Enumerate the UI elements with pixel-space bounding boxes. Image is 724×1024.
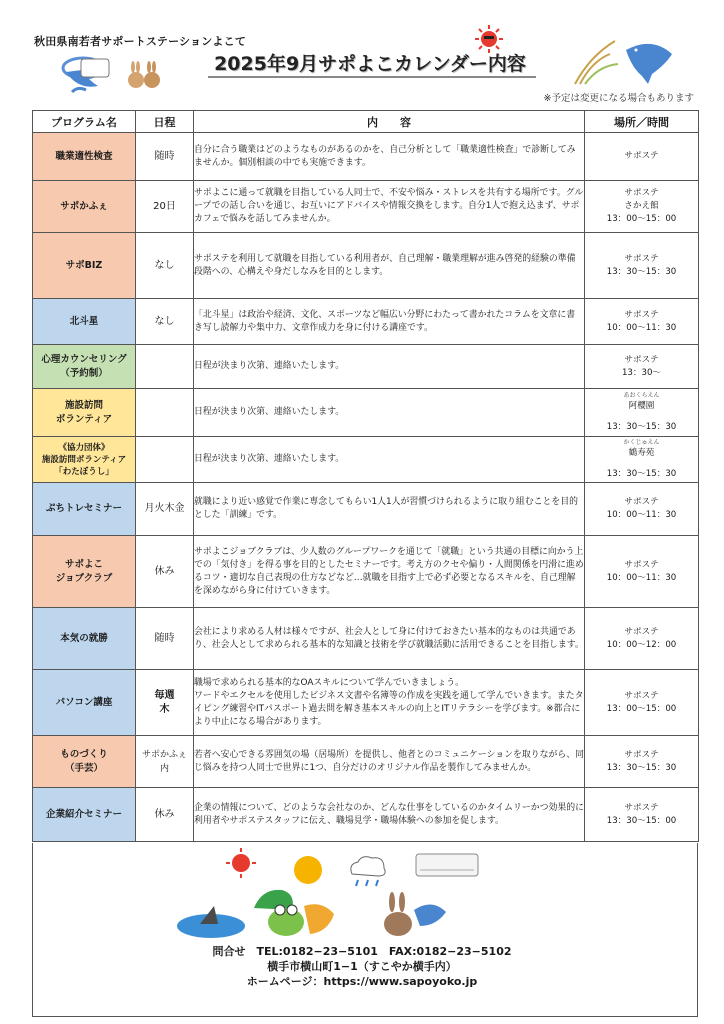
program-place-time — [585, 133, 699, 181]
contact-address: 横手市横山町1−1（すこやか横手内） — [267, 960, 457, 973]
program-description: サポよこに通って就職を目指している人同士で、不安や悩み・ストレスを共有する場所です。グループでの話し合いを通じ、お互いにアドバイスや情報交換をします。自分1人で抱え込まず、サポカフェで悩みを話してみませんか。 — [194, 181, 585, 233]
program-place-time — [585, 389, 699, 437]
program-place-time — [585, 736, 699, 788]
time: 10：00～12：00 — [606, 639, 677, 650]
program-place-time — [585, 437, 699, 483]
column-header-content: 内 容 — [194, 111, 585, 133]
program-place-time — [585, 299, 699, 345]
program-name: 職業適性検査 — [33, 133, 136, 181]
program-name: パソコン講座 — [33, 670, 136, 736]
program-calendar-table — [32, 110, 699, 842]
place: 鶴寿苑 — [628, 447, 655, 458]
place: サポステ — [624, 626, 659, 637]
program-description: サポよこジョブクラブは、少人数のグループワークを通じて「就職」という共通の目標に向かう上での「気付き」を得る事を目的としたセミナーです。考え方のクセや偏り・人間関係を円滑に進めるコツ・適切な自己表現の仕方などなど…就職を目指す上で必ず必要となるスキルを、自己理解を深めながら身に付けていきます。 — [194, 536, 585, 608]
table-row — [33, 536, 699, 608]
place: サポステ さかえ館 — [624, 188, 659, 211]
program-name: 《協力団体》 施設訪問ボランティア 「わたぼうし」 — [33, 437, 136, 483]
place: サポステ — [624, 802, 659, 813]
place: サポステ — [624, 151, 659, 161]
homepage-link[interactable]: ホームページ：https://www.sapoyoko.jp — [246, 975, 478, 988]
column-header-program: プログラム名 — [33, 111, 136, 133]
program-name: サポよこ ジョブクラブ — [33, 536, 136, 608]
table-row — [33, 736, 699, 788]
program-date: なし — [136, 233, 194, 299]
dolphin-right-icon — [622, 34, 680, 86]
program-date: 休み — [136, 788, 194, 842]
program-place-time — [585, 181, 699, 233]
time: 10：00～11：30 — [606, 322, 677, 333]
table-row — [33, 389, 699, 437]
place: サポステ — [624, 559, 659, 570]
page-title: 2025年9月サポよこカレンダー内容 — [214, 53, 526, 75]
program-place-time — [585, 345, 699, 389]
program-name: 北斗星 — [33, 299, 136, 345]
place-ruby: あおくらえん — [623, 391, 660, 399]
time: 13：30～15：30 — [606, 468, 677, 479]
program-date: 随時 — [136, 133, 194, 181]
program-name: サポかふぇ — [33, 181, 136, 233]
program-description: 日程が決まり次第、連絡いたします。 — [194, 437, 585, 483]
program-date: 毎週 木 — [136, 670, 194, 736]
column-header-date: 日程 — [136, 111, 194, 133]
table-row — [33, 788, 699, 842]
time: 13：30～ — [621, 367, 662, 378]
time: 13：30～15：30 — [606, 421, 677, 432]
program-description: 日程が決まり次第、連絡いたします。 — [194, 389, 585, 437]
program-name: 企業紹介セミナー — [33, 788, 136, 842]
title-underline — [208, 76, 536, 78]
place: サポステ — [624, 253, 659, 264]
rabbit-dolphin-icon — [380, 890, 450, 940]
time: 13：30～15：30 — [606, 762, 677, 773]
program-name: ぷちトレセミナー — [33, 483, 136, 536]
place: サポステ — [624, 690, 659, 701]
contact-phone-fax: 問合せ TEL:0182−23−5101 FAX:0182−23−5102 — [212, 945, 512, 958]
pampas-grass-icon — [570, 36, 620, 86]
sign-card-icon — [80, 58, 110, 80]
place: サポステ — [624, 497, 659, 507]
program-description: 自分に合う職業はどのようなものがあるのかを、自己分析として「職業適性検査」で診断してみませんか。個別相談の中でも実施できます。 — [194, 133, 585, 181]
table-row — [33, 233, 699, 299]
program-description: 「北斗星」は政治や経済、文化、スポーツなど幅広い分野にわたって書かれたコラムを文章に書き写し読解力や集中力、文章作成力を身に付ける講座です。 — [194, 299, 585, 345]
program-date: なし — [136, 299, 194, 345]
program-date: 休み — [136, 536, 194, 608]
change-notice: ※予定は変更になる場合もあります — [543, 93, 694, 104]
frog-icon — [252, 880, 342, 942]
sun-face-icon — [224, 846, 258, 880]
program-description: 職場で求められる基本的なOAスキルについて学んでいきましょう。 ワードやエクセルを使用したビジネス文書や名簿等の作成を実践を通して学んでいきます。またタイピング練習やITパスポート過去問を解き基本スキルの向上とITリテラシーを学びます。※都合により中止になる場合があります。 — [194, 670, 585, 736]
program-date: 随時 — [136, 608, 194, 670]
organization-name: 秋田県南若者サポートステーションよこて — [34, 35, 247, 48]
time: 13：30～15：00 — [606, 815, 677, 826]
program-date — [136, 389, 194, 437]
program-place-time — [585, 536, 699, 608]
table-row — [33, 437, 699, 483]
column-header-place-time: 場所／時間 — [585, 111, 699, 133]
place: サポステ — [624, 309, 659, 320]
table-row — [33, 299, 699, 345]
program-date: 20日 — [136, 181, 194, 233]
program-description: サポステを利用して就職を目指している利用者が、自己理解・職業理解が進み啓発的経験の準備段階への、心構えや身だしなみを目的とします。 — [194, 233, 585, 299]
table-row — [33, 345, 699, 389]
program-name: 施設訪問 ボランティア — [33, 389, 136, 437]
program-description: 若者へ安心できる雰囲気の場（居場所）を提供し、他者とのコミュニケーションを取りながら、同じ悩みを持つ人同士で世界に1つ、自分だけのオリジナル作品を製作してみませんか。 — [194, 736, 585, 788]
time: 13：00～15：00 — [606, 214, 677, 224]
place: 阿櫻園 — [628, 400, 655, 411]
time: 13：00～15：00 — [606, 703, 677, 714]
rabbits-icon — [124, 60, 164, 90]
program-name: 心理カウンセリング （予約制） — [33, 345, 136, 389]
shark-fin-icon — [174, 900, 248, 940]
program-date: サポかふぇ 内 — [136, 736, 194, 788]
program-description: 就職により近い感覚で作業に専念してもらい1人1人が習慣づけられるように取り組むことを目的とした「訓練」です。 — [194, 483, 585, 536]
program-place-time — [585, 670, 699, 736]
place-ruby: かくじゅえん — [623, 438, 660, 446]
program-place-time — [585, 233, 699, 299]
place: サポステ — [624, 354, 659, 365]
program-date: 月火木金 — [136, 483, 194, 536]
table-header-row — [33, 111, 699, 133]
program-name: サポBIZ — [33, 233, 136, 299]
program-description: 会社により求める人材は様々ですが、社会人として身に付けておきたい基本的なものは共通であり、社会人として求められる基本的な知識と技術を学び就職活動に活用できることを目指します。 — [194, 608, 585, 670]
program-description: 日程が決まり次第、連絡いたします。 — [194, 345, 585, 389]
program-description: 企業の情報について、どのような会社なのか、どんな仕事をしているのかタイムリーかつ効果的に利用者やサポステスタッフに伝え、職場見学・職場体験への参加を促します。 — [194, 788, 585, 842]
program-place-time — [585, 483, 699, 536]
table-row — [33, 670, 699, 736]
table-row — [33, 181, 699, 233]
program-place-time — [585, 608, 699, 670]
program-place-time — [585, 788, 699, 842]
program-name: ものづくり （手芸） — [33, 736, 136, 788]
program-date — [136, 437, 194, 483]
air-conditioner-icon — [414, 852, 480, 882]
table-row — [33, 608, 699, 670]
cloud-icon — [344, 852, 390, 888]
table-row — [33, 483, 699, 536]
time: 10：00～11：30 — [606, 510, 677, 520]
time: 13：30～15：30 — [606, 266, 677, 277]
place: サポステ — [624, 749, 659, 760]
time: 10：00～11：30 — [606, 572, 677, 583]
program-date — [136, 345, 194, 389]
program-name: 本気の就勝 — [33, 608, 136, 670]
table-row — [33, 133, 699, 181]
